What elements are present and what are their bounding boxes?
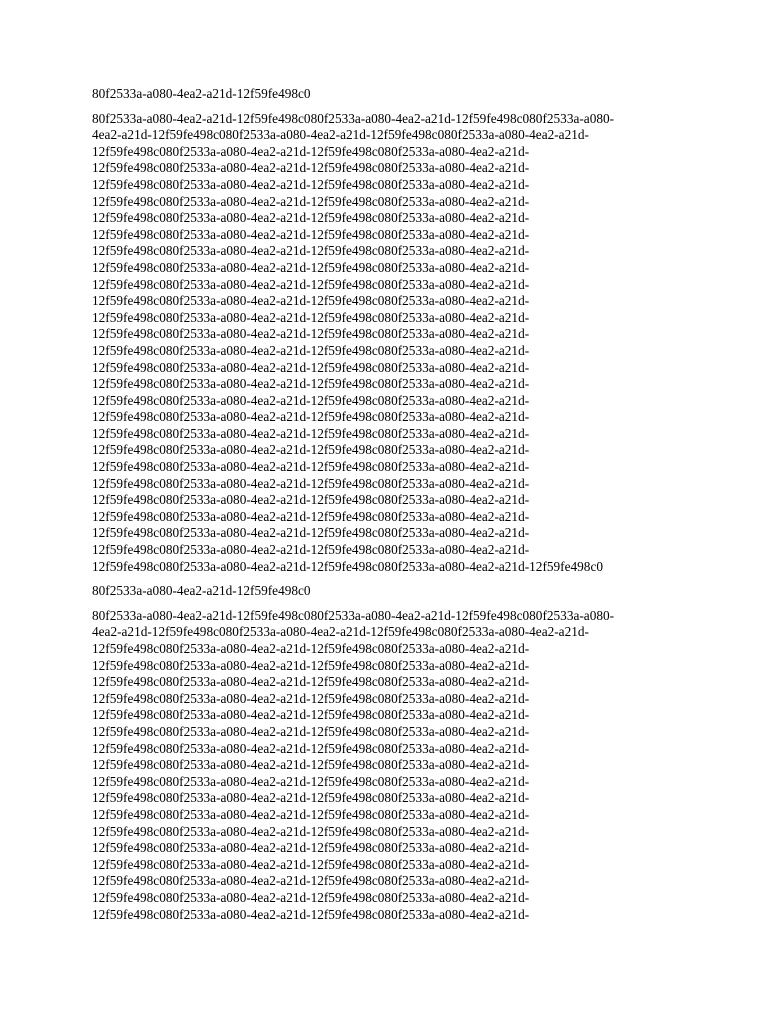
text-line: 12f59fe498c080f2533a-a080-4ea2-a21d-12f59fe498c080f2533a-a080-4ea2-a21d- — [92, 226, 530, 242]
text-line: 12f59fe498c080f2533a-a080-4ea2-a21d-12f59fe498c080f2533a-a080-4ea2-a21d- — [92, 790, 530, 806]
text-line: 12f59fe498c080f2533a-a080-4ea2-a21d-12f59fe498c080f2533a-a080-4ea2-a21d- — [92, 707, 530, 723]
text-line: 12f59fe498c080f2533a-a080-4ea2-a21d-12f59fe498c080f2533a-a080-4ea2-a21d- — [92, 806, 530, 822]
text-line: 12f59fe498c080f2533a-a080-4ea2-a21d-12f59fe498c080f2533a-a080-4ea2-a21d- — [92, 690, 530, 706]
text-line: 12f59fe498c080f2533a-a080-4ea2-a21d-12f59fe498c080f2533a-a080-4ea2-a21d- — [92, 309, 530, 325]
text-line: 4ea2-a21d-12f59fe498c080f2533a-a080-4ea2-a21d-12f59fe498c080f2533a-a080-4ea2-a21d- — [92, 127, 589, 143]
text-line: 80f2533a-a080-4ea2-a21d-12f59fe498c080f2533a-a080-4ea2-a21d-12f59fe498c080f2533a-a080- — [92, 110, 615, 126]
text-line: 12f59fe498c080f2533a-a080-4ea2-a21d-12f59fe498c080f2533a-a080-4ea2-a21d- — [92, 293, 530, 309]
text-line: 12f59fe498c080f2533a-a080-4ea2-a21d-12f59fe498c080f2533a-a080-4ea2-a21d-12f59fe498c0 — [92, 558, 603, 574]
text-line: 12f59fe498c080f2533a-a080-4ea2-a21d-12f59fe498c080f2533a-a080-4ea2-a21d- — [92, 459, 530, 475]
text-line: 12f59fe498c080f2533a-a080-4ea2-a21d-12f59fe498c080f2533a-a080-4ea2-a21d- — [92, 508, 530, 524]
text-line: 12f59fe498c080f2533a-a080-4ea2-a21d-12f59fe498c080f2533a-a080-4ea2-a21d- — [92, 889, 530, 905]
text-line: 12f59fe498c080f2533a-a080-4ea2-a21d-12f59fe498c080f2533a-a080-4ea2-a21d- — [92, 243, 530, 259]
text-line: 12f59fe498c080f2533a-a080-4ea2-a21d-12f59fe498c080f2533a-a080-4ea2-a21d- — [92, 376, 530, 392]
text-line: 12f59fe498c080f2533a-a080-4ea2-a21d-12f59fe498c080f2533a-a080-4ea2-a21d- — [92, 757, 530, 773]
section-1 — [92, 86, 672, 575]
text-line: 12f59fe498c080f2533a-a080-4ea2-a21d-12f59fe498c080f2533a-a080-4ea2-a21d- — [92, 873, 530, 889]
section-heading: 80f2533a-a080-4ea2-a21d-12f59fe498c0 — [92, 583, 311, 599]
section-2 — [92, 583, 672, 923]
text-line: 12f59fe498c080f2533a-a080-4ea2-a21d-12f59fe498c080f2533a-a080-4ea2-a21d- — [92, 359, 530, 375]
text-line: 12f59fe498c080f2533a-a080-4ea2-a21d-12f59fe498c080f2533a-a080-4ea2-a21d- — [92, 525, 530, 541]
text-line: 12f59fe498c080f2533a-a080-4ea2-a21d-12f59fe498c080f2533a-a080-4ea2-a21d- — [92, 342, 530, 358]
text-line: 12f59fe498c080f2533a-a080-4ea2-a21d-12f59fe498c080f2533a-a080-4ea2-a21d- — [92, 856, 530, 872]
text-line: 12f59fe498c080f2533a-a080-4ea2-a21d-12f59fe498c080f2533a-a080-4ea2-a21d- — [92, 906, 530, 922]
text-line: 12f59fe498c080f2533a-a080-4ea2-a21d-12f59fe498c080f2533a-a080-4ea2-a21d- — [92, 840, 530, 856]
text-line: 12f59fe498c080f2533a-a080-4ea2-a21d-12f59fe498c080f2533a-a080-4ea2-a21d- — [92, 542, 530, 558]
section-heading: 80f2533a-a080-4ea2-a21d-12f59fe498c0 — [92, 86, 311, 101]
text-line: 12f59fe498c080f2533a-a080-4ea2-a21d-12f59fe498c080f2533a-a080-4ea2-a21d- — [92, 259, 530, 275]
paragraph — [92, 111, 672, 576]
text-line: 12f59fe498c080f2533a-a080-4ea2-a21d-12f59fe498c080f2533a-a080-4ea2-a21d- — [92, 475, 530, 491]
text-line: 4ea2-a21d-12f59fe498c080f2533a-a080-4ea2-a21d-12f59fe498c080f2533a-a080-4ea2-a21d- — [92, 624, 589, 640]
text-line: 12f59fe498c080f2533a-a080-4ea2-a21d-12f59fe498c080f2533a-a080-4ea2-a21d- — [92, 425, 530, 441]
paragraph — [92, 608, 672, 923]
text-line: 12f59fe498c080f2533a-a080-4ea2-a21d-12f59fe498c080f2533a-a080-4ea2-a21d- — [92, 641, 530, 656]
text-line: 12f59fe498c080f2533a-a080-4ea2-a21d-12f59fe498c080f2533a-a080-4ea2-a21d- — [92, 326, 530, 342]
text-line: 12f59fe498c080f2533a-a080-4ea2-a21d-12f59fe498c080f2533a-a080-4ea2-a21d- — [92, 723, 530, 739]
text-line: 12f59fe498c080f2533a-a080-4ea2-a21d-12f59fe498c080f2533a-a080-4ea2-a21d- — [92, 409, 530, 425]
text-line: 12f59fe498c080f2533a-a080-4ea2-a21d-12f59fe498c080f2533a-a080-4ea2-a21d- — [92, 160, 530, 176]
text-line: 12f59fe498c080f2533a-a080-4ea2-a21d-12f59fe498c080f2533a-a080-4ea2-a21d- — [92, 492, 530, 508]
text-line: 12f59fe498c080f2533a-a080-4ea2-a21d-12f59fe498c080f2533a-a080-4ea2-a21d- — [92, 740, 530, 756]
text-line: 80f2533a-a080-4ea2-a21d-12f59fe498c080f2533a-a080-4ea2-a21d-12f59fe498c080f2533a-a080- — [92, 607, 615, 623]
text-line: 12f59fe498c080f2533a-a080-4ea2-a21d-12f59fe498c080f2533a-a080-4ea2-a21d- — [92, 276, 530, 292]
text-line: 12f59fe498c080f2533a-a080-4ea2-a21d-12f59fe498c080f2533a-a080-4ea2-a21d- — [92, 176, 530, 192]
text-line: 12f59fe498c080f2533a-a080-4ea2-a21d-12f59fe498c080f2533a-a080-4ea2-a21d- — [92, 674, 530, 690]
text-line: 12f59fe498c080f2533a-a080-4ea2-a21d-12f59fe498c080f2533a-a080-4ea2-a21d- — [92, 823, 530, 839]
text-line: 12f59fe498c080f2533a-a080-4ea2-a21d-12f59fe498c080f2533a-a080-4ea2-a21d- — [92, 773, 530, 789]
text-line: 12f59fe498c080f2533a-a080-4ea2-a21d-12f59fe498c080f2533a-a080-4ea2-a21d- — [92, 210, 530, 226]
text-line: 12f59fe498c080f2533a-a080-4ea2-a21d-12f59fe498c080f2533a-a080-4ea2-a21d- — [92, 143, 530, 159]
text-line: 12f59fe498c080f2533a-a080-4ea2-a21d-12f59fe498c080f2533a-a080-4ea2-a21d- — [92, 657, 530, 673]
text-line: 12f59fe498c080f2533a-a080-4ea2-a21d-12f59fe498c080f2533a-a080-4ea2-a21d- — [92, 193, 530, 209]
text-line: 12f59fe498c080f2533a-a080-4ea2-a21d-12f59fe498c080f2533a-a080-4ea2-a21d- — [92, 442, 530, 458]
document-page — [92, 86, 672, 931]
text-line: 12f59fe498c080f2533a-a080-4ea2-a21d-12f59fe498c080f2533a-a080-4ea2-a21d- — [92, 392, 530, 408]
